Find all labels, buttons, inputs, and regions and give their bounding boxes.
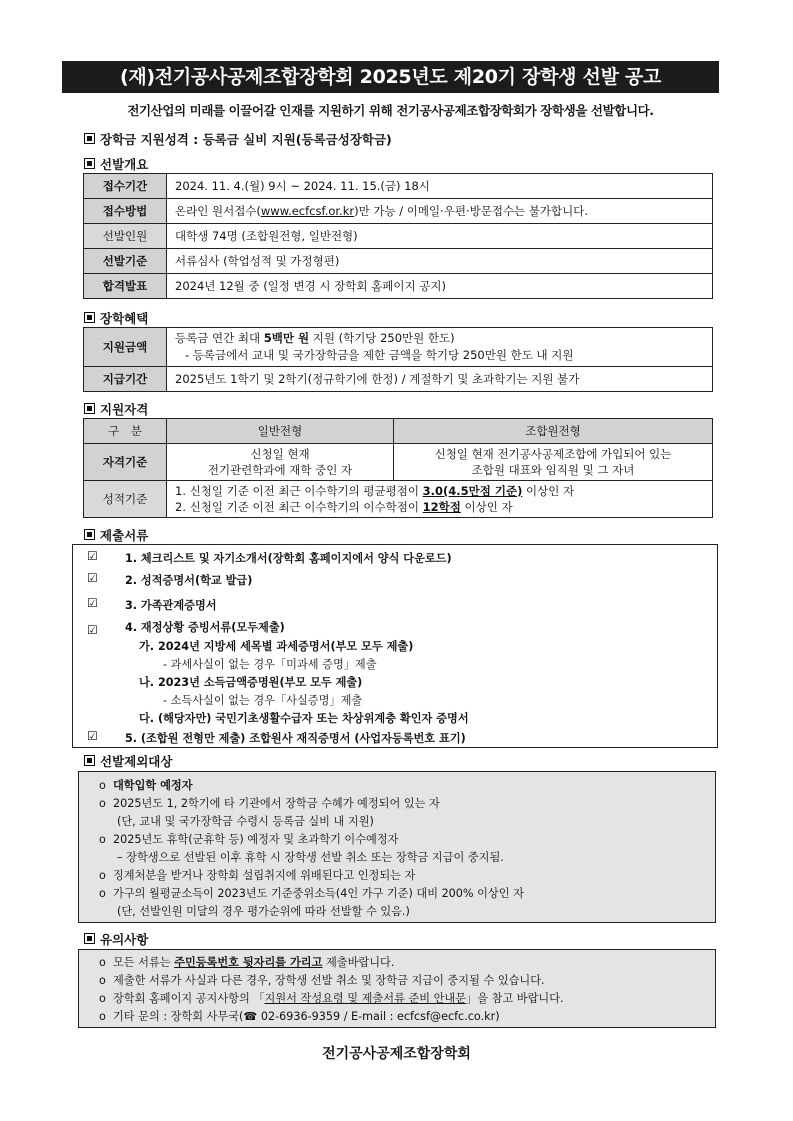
- square-bullet-icon: [84, 158, 95, 169]
- bullet-icon: o: [99, 779, 106, 792]
- table-row: [84, 328, 713, 367]
- table-row: [84, 224, 713, 249]
- exclusion-note: (단, 교내 및 국가장학금 수령시 등록금 실비 내 지원): [117, 815, 374, 828]
- documents-heading: [84, 526, 148, 544]
- qualification-table: [83, 418, 713, 518]
- value-cell: [167, 328, 713, 367]
- square-bullet-icon: [84, 529, 95, 540]
- support-type: [84, 130, 392, 148]
- bullet-icon: o: [99, 974, 106, 987]
- square-bullet-icon: [84, 312, 95, 323]
- table-header-row: [84, 419, 713, 444]
- value-cell: 서류심사 (학업성적 및 가정형편): [167, 249, 713, 274]
- checkbox-checked-icon: ☑: [87, 549, 98, 563]
- exclusion-text: 2025년도 휴학(군휴학 등) 예정자 및 초과학기 이수예정자: [112, 833, 399, 846]
- checkbox-checked-icon: ☑: [87, 596, 98, 610]
- grade-threshold: 3.0(4.5만점 기준): [422, 484, 523, 498]
- document-item-1: 1. 체크리스트 및 자기소개서(장학회 홈페이지에서 양식 다운로드): [125, 552, 452, 565]
- exclusion-note: – 장학생으로 선발된 이후 휴학 시 장학생 선발 취소 또는 장학금 지급이 중지됨.: [117, 851, 504, 864]
- bullet-icon: o: [99, 869, 106, 882]
- value-cell: [167, 199, 713, 224]
- exclusion-text: 징계처분을 받거나 장학회 설립취지에 위배된다고 인정되는 자: [112, 869, 416, 882]
- checkbox-checked-icon: ☑: [87, 729, 98, 743]
- requirement-text: 신청일 현재 전기공사공제조합에 가입되어 있는: [434, 447, 672, 461]
- notes-heading-text: 유의사항: [100, 932, 149, 947]
- value-text: )만 가능 / 이메일·우편·방문접수는 불가합니다.: [354, 204, 589, 218]
- exclusions-box: [78, 771, 716, 923]
- document-item-4b: 나. 2023년 소득금액증명원(부모 모두 제출): [139, 676, 363, 689]
- exclusion-note: (단, 선발인원 미달의 경우 평가순위에 따라 선발할 수 있음.): [117, 905, 410, 918]
- list-item: [99, 777, 193, 793]
- list-item: [99, 867, 415, 883]
- label-cell: 성적기준: [84, 481, 167, 518]
- square-bullet-icon: [84, 133, 95, 144]
- grade-line-1: [175, 483, 704, 499]
- document-item-4a-note: - 과세사실이 없는 경우「미과세 증명」제출: [163, 658, 377, 671]
- label-cell: 지급기간: [84, 367, 167, 392]
- label-cell: 지원금액: [84, 328, 167, 367]
- checkbox-checked-icon: ☑: [87, 623, 98, 637]
- credit-threshold: 12학점: [422, 500, 461, 514]
- grade-line-2: [175, 499, 704, 515]
- table-row: [84, 274, 713, 299]
- list-item: [99, 831, 398, 847]
- document-item-3: 3. 가족관계증명서: [125, 599, 217, 612]
- table-row: [84, 174, 713, 199]
- table-row: [84, 481, 713, 518]
- member-requirement: [394, 444, 713, 481]
- value-cell: 2024. 11. 4.(월) 9시 ~ 2024. 11. 15.(금) 18시: [167, 174, 713, 199]
- document-item-2: 2. 성적증명서(학교 발급): [125, 574, 253, 587]
- list-item: [99, 795, 440, 811]
- value-cell: 대학생 74명 (조합원전형, 일반전형): [167, 224, 713, 249]
- list-item: [99, 990, 564, 1006]
- amount-text: 등록금 연간 최대: [175, 331, 264, 345]
- table-row: [84, 444, 713, 481]
- grade-text: 2. 신청일 기준 이전 최근 이수학기의 이수학점이: [175, 500, 423, 514]
- intro-text: 전기산업의 미래를 이끌어갈 인재를 지원하기 위해 전기공사공제조합장학회가 장학생을 선발합니다.: [127, 103, 654, 118]
- bullet-icon: o: [99, 887, 106, 900]
- list-item: [99, 1008, 500, 1024]
- checkbox-checked-icon: ☑: [87, 571, 98, 585]
- label-cell: 선발기준: [84, 249, 167, 274]
- column-header: 조합원전형: [394, 419, 713, 444]
- grade-text: 이상인 자: [460, 500, 513, 514]
- contact-text: 기타 문의 : 장학회 사무국(☎ 02-6936-9359 / E-mail : ecfcsf@ecfc.co.kr): [112, 1010, 500, 1023]
- grade-text: 1. 신청일 기준 이전 최근 이수학기의 평균평점이: [175, 484, 423, 498]
- benefits-table: [83, 327, 713, 392]
- qualification-heading: [84, 400, 148, 418]
- exclusion-text: 가구의 월평균소득이 2023년도 기준중위소득(4인 가구 기준) 대비 200% 이상인 자: [112, 887, 524, 900]
- document-item-4b-note: - 소득사실이 없는 경우「사실증명」제출: [163, 694, 363, 707]
- square-bullet-icon: [84, 755, 95, 766]
- notes-box: [78, 949, 716, 1028]
- square-bullet-icon: [84, 933, 95, 944]
- bullet-icon: o: [99, 797, 106, 810]
- note-emphasis: 주민등록번호 뒷자리를 가리고: [174, 956, 323, 969]
- document-item-5: 5. (조합원 전형만 제출) 조합원사 재직증명서 (사업자등록번호 표기): [125, 732, 466, 745]
- page-title: (재)전기공사공제조합장학회 2025년도 제20기 장학생 선발 공고: [62, 61, 719, 93]
- value-text: 온라인 원서접수(: [175, 204, 261, 218]
- bullet-icon: o: [99, 1010, 106, 1023]
- list-item: [99, 954, 394, 970]
- label-cell: 접수방법: [84, 199, 167, 224]
- bullet-icon: o: [99, 956, 106, 969]
- notes-heading: [84, 930, 148, 948]
- grade-text: 이상인 자: [522, 484, 575, 498]
- general-requirement: [167, 444, 394, 481]
- benefits-heading-text: 장학혜택: [100, 311, 149, 326]
- exclusions-heading: [84, 752, 172, 770]
- documents-heading-text: 제출서류: [100, 528, 149, 543]
- exclusions-heading-text: 선발제외대상: [100, 754, 173, 769]
- table-row: [84, 249, 713, 274]
- organization-signature: 전기공사공제조합장학회: [322, 1046, 471, 1062]
- exclusion-text: 대학입학 예정자: [112, 779, 193, 792]
- grade-requirement: [167, 481, 713, 518]
- list-item: [99, 885, 524, 901]
- overview-heading: [84, 155, 148, 173]
- note-emphasis: 지원서 작성요령 및 제출서류 준비 안내문: [264, 992, 467, 1005]
- amount-line-1: [175, 330, 704, 347]
- label-cell: 선발인원: [84, 224, 167, 249]
- note-text: 제출한 서류가 사실과 다른 경우, 장학생 선발 취소 및 장학금 지급이 중지될 수 있습니다.: [112, 974, 545, 987]
- document-item-4c: 다. (해당자만) 국민기초생활수급자 또는 차상위계층 확인자 증명서: [139, 712, 469, 725]
- table-row: [84, 367, 713, 392]
- value-cell: 2025년도 1학기 및 2학기(정규학기에 한정) / 계절학기 및 초과학기는 지원 불가: [167, 367, 713, 392]
- requirement-text: 신청일 현재: [250, 447, 310, 461]
- overview-table: [83, 173, 713, 299]
- value-cell: 2024년 12월 중 (일정 변경 시 장학회 홈페이지 공지): [167, 274, 713, 299]
- requirement-text: 전기관련학과에 재학 중인 자: [207, 463, 353, 477]
- label-cell: 접수기간: [84, 174, 167, 199]
- square-bullet-icon: [84, 403, 95, 414]
- support-type-text: 장학금 지원성격 : 등록금 실비 지원(등록금성장학금): [100, 132, 392, 147]
- amount-line-2: - 등록금에서 교내 및 국가장학금을 제한 금액을 학기당 250만원 한도 내 지원: [185, 348, 574, 362]
- qualification-heading-text: 지원자격: [100, 402, 149, 417]
- bullet-icon: o: [99, 833, 106, 846]
- label-cell: 합격발표: [84, 274, 167, 299]
- document-item-4a: 가. 2024년 지방세 세목별 과세증명서(부모 모두 제출): [139, 640, 414, 653]
- benefits-heading: [84, 309, 148, 327]
- note-text: 제출바랍니다.: [322, 956, 395, 969]
- label-cell: 자격기준: [84, 444, 167, 481]
- website-link[interactable]: www.ecfcsf.or.kr: [260, 204, 355, 218]
- table-row: [84, 199, 713, 224]
- list-item: [99, 972, 545, 988]
- requirement-text: 조합원 대표와 임직원 및 그 자녀: [471, 463, 635, 477]
- documents-box: [72, 544, 718, 748]
- column-header: 일반전형: [167, 419, 394, 444]
- note-text: 」을 참고 바랍니다.: [466, 992, 564, 1005]
- column-header: 구 분: [84, 419, 167, 444]
- document-item-4: 4. 재정상황 증빙서류(모두제출): [125, 621, 285, 634]
- note-text: 모든 서류는: [112, 956, 175, 969]
- amount-highlight: 5백만 원: [263, 331, 310, 345]
- bullet-icon: o: [99, 992, 106, 1005]
- exclusion-text: 2025년도 1, 2학기에 타 기관에서 장학금 수혜가 예정되어 있는 자: [112, 797, 440, 810]
- amount-text: 지원 (학기당 250만원 한도): [309, 331, 455, 345]
- overview-heading-text: 선발개요: [100, 157, 149, 172]
- note-text: 장학회 홈페이지 공지사항의 「: [112, 992, 265, 1005]
